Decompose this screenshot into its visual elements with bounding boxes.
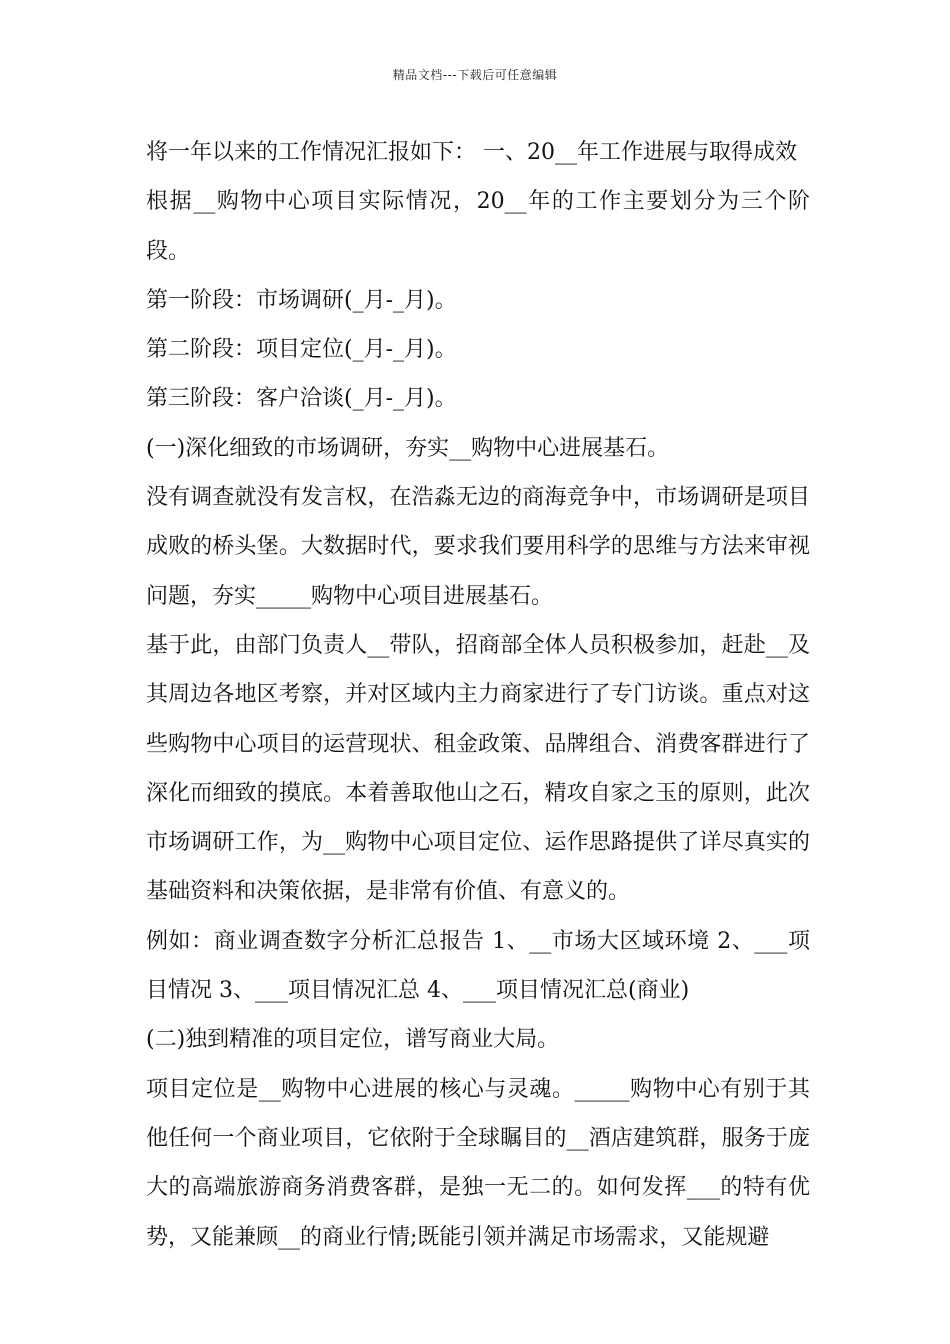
paragraph-stage-3: 第三阶段：客户洽谈(_月-_月)。 (146, 386, 457, 412)
paragraph-intro: 将一年以来的工作情况汇报如下： 一、20__年工作进展与取得成效 (146, 140, 797, 165)
page-header: 精品文档---下载后可任意编辑 (392, 68, 558, 82)
section-heading-2: (二)独到精准的项目定位，谱写商业大局。 (146, 1027, 560, 1053)
paragraph-stage-2: 第二阶段：项目定位(_月-_月)。 (146, 337, 457, 363)
paragraph-positioning: 项目定位是__购物中心进展的核心与灵魂。_____购物中心有别于其他任何一个商业项目，它依附于全球瞩目的__酒店建筑群，服务于庞大的高端旅游商务消费客群，是独一无二的。如何发挥___的特有优势，又能兼顾__的商业行情;既能引领并满足市场需求，又能规避 (146, 1076, 810, 1250)
paragraph-investigation: 基于此，由部门负责人__带队，招商部全体人员积极参加，赶赴__及其周边各地区考察，并对区域内主力商家进行了专门访谈。重点对这些购物中心项目的运营现状、租金政策、品牌组合、消费客群进行了深化而细致的摸底。本着善取他山之石，精攻自家之玉的原则，此次市场调研工作，为__购物中心项目定位、运作思路提供了详尽真实的基础资料和决策依据，是非常有价值、有意义的。 (146, 632, 810, 905)
paragraph-research: 没有调查就没有发言权，在浩淼无边的商海竞争中，市场调研是项目成败的桥头堡。大数据时代，要求我们要用科学的思维与方法来审视问题，夯实_____购物中心项目进展基石。 (146, 485, 810, 609)
document-body (146, 128, 810, 1262)
paragraph-stages: 根据__购物中心项目实际情况，20__年的工作主要划分为三个阶段。 (146, 189, 810, 264)
paragraph-stage-1: 第一阶段：市场调研(_月-_月)。 (146, 287, 457, 313)
section-heading-1: (一)深化细致的市场调研，夯实__购物中心进展基石。 (146, 435, 670, 461)
paragraph-example: 例如：商业调查数字分析汇总报告 1、__市场大区域环境 2、___项目情况 3、___项目情况汇总 4、___项目情况汇总(商业) (146, 928, 810, 1004)
